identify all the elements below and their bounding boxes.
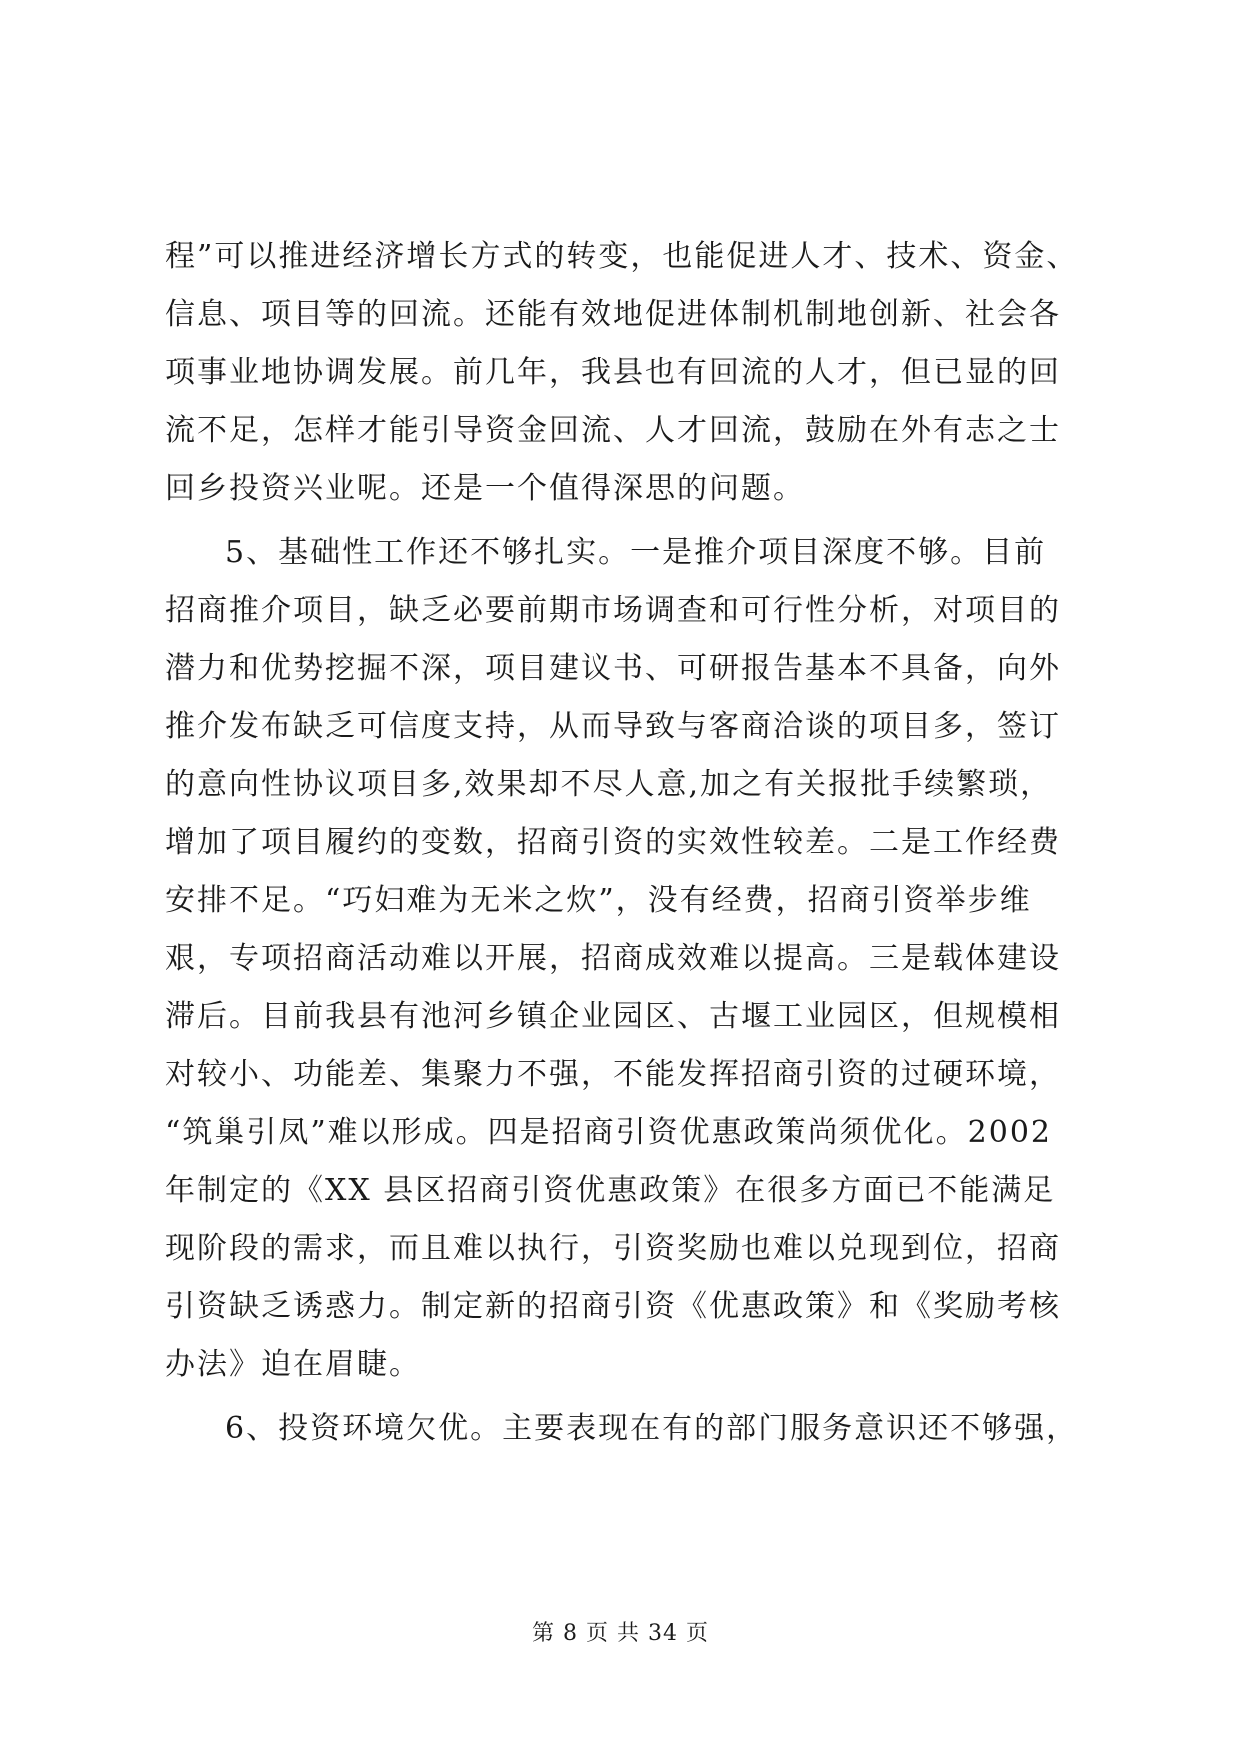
text-line: 回乡投资兴业呢。还是一个值得深思的问题。 bbox=[165, 471, 805, 506]
paragraph-item-5 bbox=[165, 524, 1080, 1394]
text-line: 信息、项目等的回流。还能有效地促进体制机制地创新、社会各 bbox=[165, 297, 1061, 332]
text-line: 项事业地协调发展。前几年，我县也有回流的人才，但已显的回 bbox=[165, 355, 1061, 390]
text-line: 5、基础性工作还不够扎实。一是推介项目深度不够。目前 bbox=[225, 535, 1047, 570]
text-line: 年制定的《XX 县区招商引资优惠政策》在很多方面已不能满足 bbox=[165, 1173, 1056, 1208]
text-line: 办法》迫在眉睫。 bbox=[165, 1347, 421, 1382]
text-line: 程”可以推进经济增长方式的转变，也能促进人才、技术、资金、 bbox=[165, 239, 1079, 274]
text-line: 艰，专项招商活动难以开展，招商成效难以提高。三是载体建设 bbox=[165, 941, 1061, 976]
page-number-footer: 第 8 页 共 34 页 bbox=[532, 1621, 709, 1646]
text-line: 安排不足。“巧妇难为无米之炊”，没有经费，招商引资举步维 bbox=[165, 883, 1032, 918]
text-line: 招商推介项目，缺乏必要前期市场调查和可行性分析，对项目的 bbox=[165, 593, 1061, 628]
paragraph-item-6 bbox=[165, 1400, 1080, 1458]
text-line: 增加了项目履约的变数，招商引资的实效性较差。二是工作经费 bbox=[165, 825, 1061, 860]
text-line: 潜力和优势挖掘不深，项目建议书、可研报告基本不具备，向外 bbox=[165, 651, 1061, 686]
text-line: 推介发布缺乏可信度支持，从而导致与客商洽谈的项目多，签订 bbox=[165, 709, 1061, 744]
text-line: “筑巢引凤”难以形成。四是招商引资优惠政策尚须优化。2002 bbox=[165, 1115, 1053, 1150]
text-line: 现阶段的需求，而且难以执行，引资奖励也难以兑现到位，招商 bbox=[165, 1231, 1061, 1266]
text-line: 的意向性协议项目多,效果却不尽人意,加之有关报批手续繁琐， bbox=[165, 767, 1053, 802]
text-line: 6、投资环境欠优。主要表现在有的部门服务意识还不够强， bbox=[225, 1411, 1079, 1446]
text-line: 引资缺乏诱惑力。制定新的招商引资《优惠政策》和《奖励考核 bbox=[165, 1289, 1061, 1324]
paragraph-continued bbox=[165, 228, 1080, 518]
body-text bbox=[165, 228, 1080, 1458]
text-line: 滞后。目前我县有池河乡镇企业园区、古堰工业园区，但规模相 bbox=[165, 999, 1061, 1034]
text-line: 对较小、功能差、集聚力不强，不能发挥招商引资的过硬环境， bbox=[165, 1057, 1061, 1092]
text-line: 流不足，怎样才能引导资金回流、人才回流，鼓励在外有志之士 bbox=[165, 413, 1061, 448]
